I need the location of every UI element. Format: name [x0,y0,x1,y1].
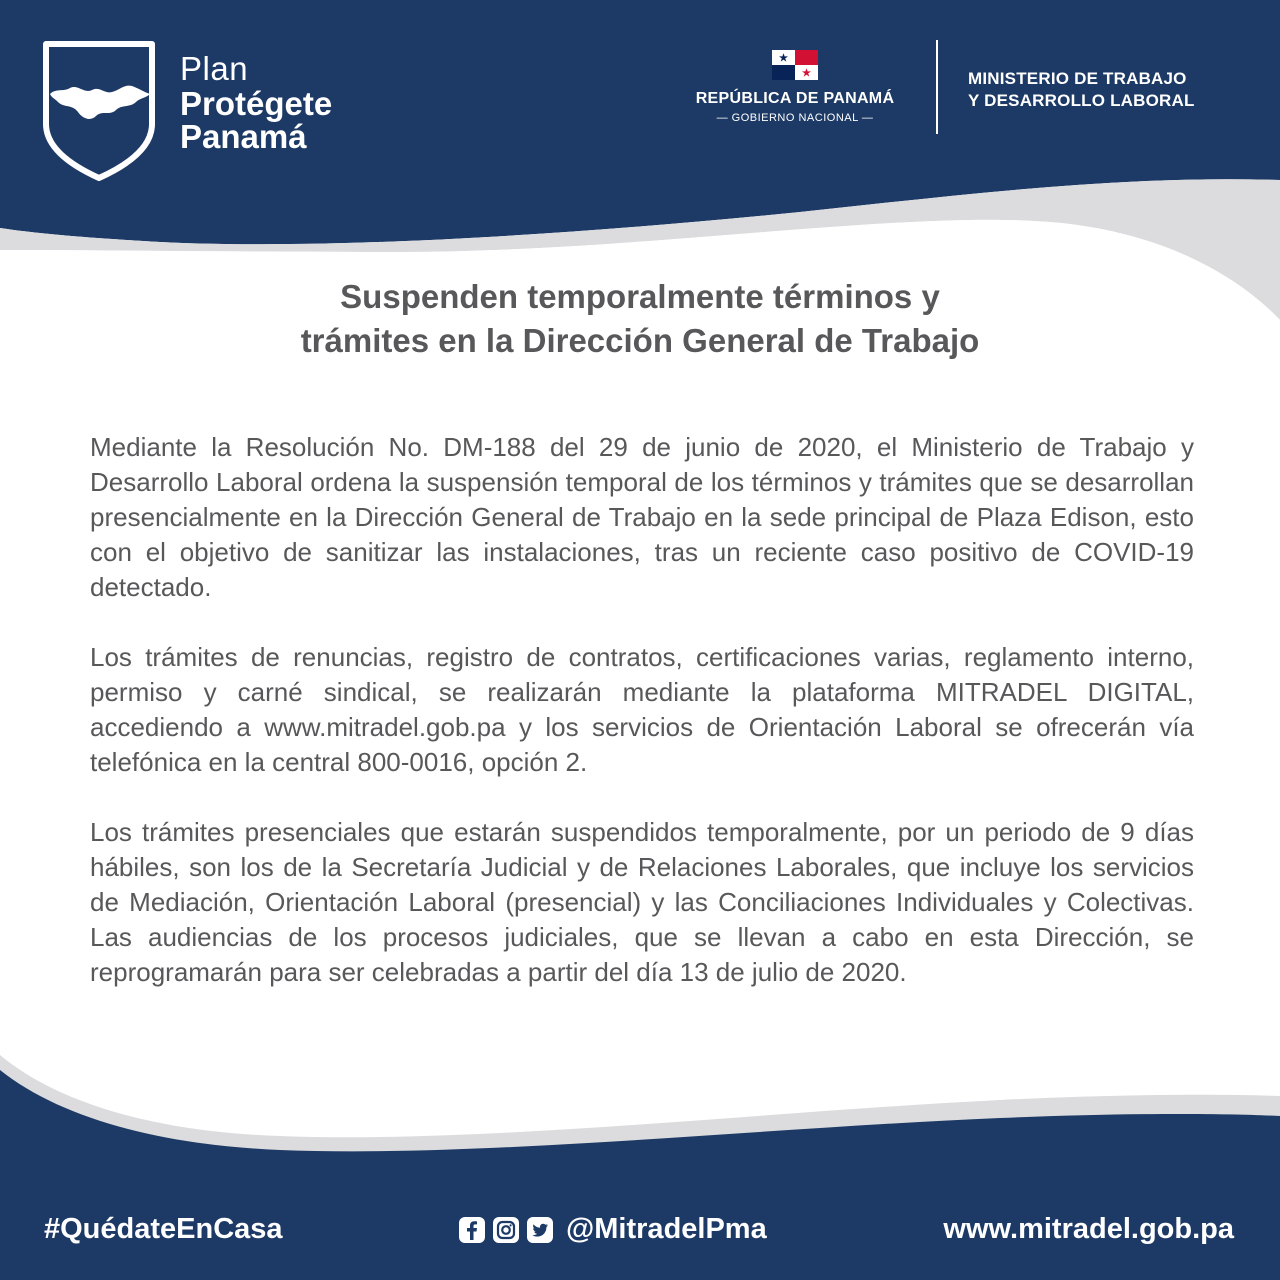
page-title [140,275,1140,363]
paragraph-resolution: Mediante la Resolución No. DM-188 del 29 de junio de 2020, el Ministerio de Trabajo y Desarrollo Laboral ordena la suspensión temporal de los términos y trámites que se desarrollan presencialmente en la Dirección General de Trabajo en la sede principal de Plaza Edison, esto con el objetivo de sanitizar las instalaciones, tras un reciente caso positivo de COVID-19 detectado. [90,432,1194,602]
social-media-row [458,1213,767,1246]
paragraph-suspended-procedures: Los trámites presenciales que estarán suspendidos temporalmente, por un periodo de 9 días hábiles, son los de la Secretaría Judicial y de Relaciones Laborales, que incluye los servicios de Mediación, Orientación Laboral (presencial) y las Conciliaciones Individuales y Colectivas. Las audiencias de los procesos judiciales, que se llevan a cabo en esta Dirección, se reprogramarán para ser celebradas a partir del día 13 de julio de 2020. [90,817,1194,987]
panama-flag-icon [772,50,818,80]
shield-logo-icon [38,38,160,182]
government-block [670,50,920,124]
ministry-line-2: Y DESARROLLO LABORAL [968,91,1195,110]
ministry-line-1: MINISTERIO DE TRABAJO [968,69,1187,88]
social-handle[interactable]: @MitradelPma [566,1213,767,1245]
website-link[interactable]: www.mitradel.gob.pa [943,1213,1234,1245]
plan-protegete-logo-text [180,52,332,153]
twitter-icon[interactable] [526,1216,554,1244]
government-subtitle: — GOBIERNO NACIONAL — [716,112,874,124]
republic-name: REPÚBLICA DE PANAMÁ [695,90,895,107]
protegete-label: Protégete [180,85,333,122]
paragraph-digital-services: Los trámites de renuncias, registro de contratos, certificaciones varias, reglamento interno, permiso y carné sindical, se realizarán mediante la plataforma MITRADEL DIGITAL, accediendo a www.mitradel.gob.pa y los servicios de Orientación Laboral se ofrecerán vía telefónica en la central 800-0016, opción 2. [90,642,1194,777]
plan-label: Plan [180,50,249,87]
ministry-name [968,68,1195,112]
panama-label: Panamá [180,118,307,155]
instagram-icon[interactable] [492,1216,520,1244]
announcement-body [90,430,1194,1025]
hashtag-label: #QuédateEnCasa [44,1213,283,1245]
title-line-1: Suspenden temporalmente términos y [340,278,940,315]
header-divider [936,40,938,134]
facebook-icon[interactable] [458,1216,486,1244]
title-line-2: trámites en la Dirección General de Trabajo [300,322,980,359]
